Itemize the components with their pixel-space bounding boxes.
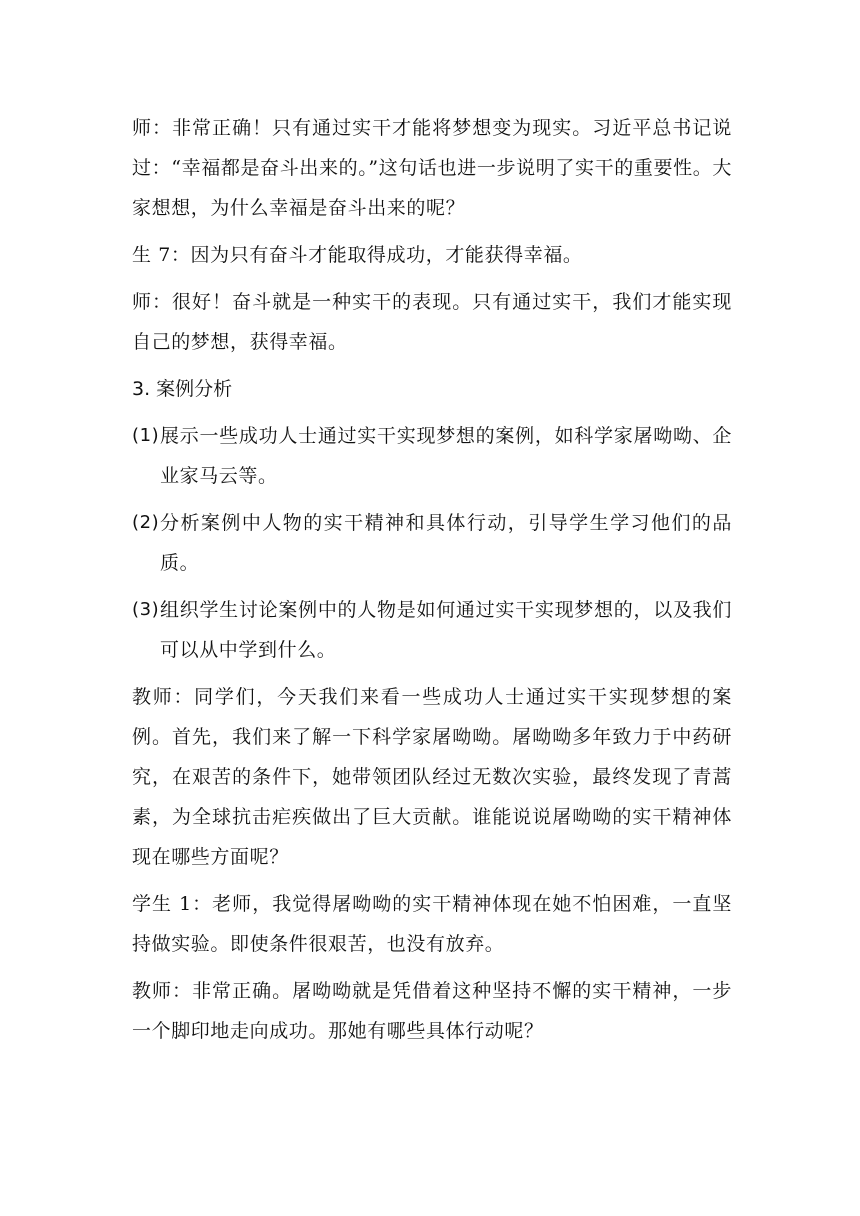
paragraph-teacher-tu-youyou: 教师：同学们，今天我们来看一些成功人士通过实干实现梦想的案例。首先，我们来了解一下科学家屠呦呦。屠呦呦多年致力于中药研究，在艰苦的条件下，她带领团队经过无数次实验，最终发现了青蒿素，为全球抗击疟疾做出了巨大贡献。谁能说说屠呦呦的实干精神体现在哪些方面呢？ [132,686,732,868]
paragraph-teacher-actions: 教师：非常正确。屠呦呦就是凭借着这种坚持不懈的实干精神，一步一个脚印地走向成功。那她有哪些具体行动呢？ [132,980,732,1042]
list-text: 分析案例中人物的实干精神和具体行动，引导学生学习他们的品质。 [160,512,732,574]
paragraph-teacher-happiness: 师：非常正确！只有通过实干才能将梦想变为现实。习近平总书记说过：“幸福都是奋斗出来的。”这句话也进一步说明了实干的重要性。大家想想，为什么幸福是奋斗出来的呢？ [132,117,732,219]
list-item-1 [132,416,732,496]
paragraph-student-7: 生 7：因为只有奋斗才能取得成功，才能获得幸福。 [132,244,583,266]
section-heading-case-analysis: 3. 案例分析 [132,378,233,400]
list-item-2 [132,503,732,583]
list-item-3 [132,590,732,670]
paragraph-student-1: 学生 1：老师，我觉得屠呦呦的实干精神体现在她不怕困难，一直坚持做实验。即使条件很艰苦，也没有放弃。 [132,893,732,955]
list-number: (3) [132,599,160,620]
document-page [132,108,732,1058]
paragraph-teacher-struggle: 师：很好！奋斗就是一种实干的表现。只有通过实干，我们才能实现自己的梦想，获得幸福。 [132,291,732,353]
list-number: (2) [132,512,160,533]
list-text: 展示一些成功人士通过实干实现梦想的案例，如科学家屠呦呦、企业家马云等。 [160,425,732,487]
list-text: 组织学生讨论案例中的人物是如何通过实干实现梦想的，以及我们可以从中学到什么。 [160,599,732,661]
list-number: (1) [132,425,160,446]
